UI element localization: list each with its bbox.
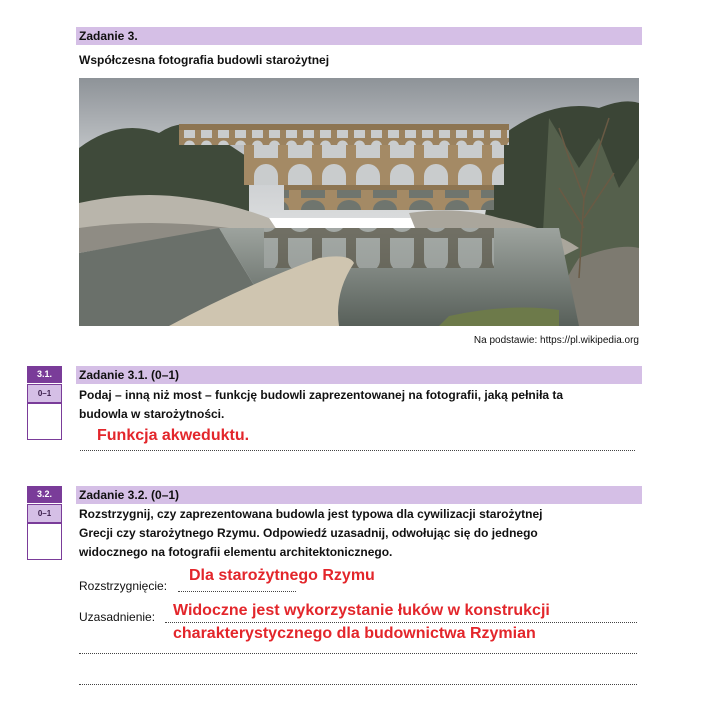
q2-score-box	[27, 523, 62, 560]
justification-answer-line2[interactable]: charakterystycznego dla budownictwa Rzymian	[173, 625, 536, 642]
q1-points-badge: 0–1	[27, 384, 62, 403]
q2-header: Zadanie 3.2. (0–1)	[76, 486, 642, 504]
q1-header: Zadanie 3.1. (0–1)	[76, 366, 642, 384]
q2-text-line3: widocznego na fotografii elementu architektonicznego.	[79, 545, 393, 559]
q1-answer-line	[80, 450, 635, 451]
aqueduct-photo-illustration	[79, 78, 639, 326]
q1-answer[interactable]: Funkcja akweduktu.	[97, 427, 250, 444]
decision-label: Rozstrzygnięcie:	[79, 579, 168, 593]
justification-line-2	[79, 653, 637, 654]
photo-source: Na podstawie: https://pl.wikipedia.org	[473, 335, 639, 346]
q2-text	[79, 505, 639, 562]
q2-points-badge: 0–1	[27, 504, 62, 523]
aqueduct-photo	[79, 78, 639, 326]
justification-answer-line1[interactable]: Widoczne jest wykorzystanie łuków w konstrukcji	[173, 602, 550, 619]
q2-text-line2: Grecji czy starożytnego Rzymu. Odpowiedź uzasadnij, odwołując się do jednego	[79, 526, 538, 540]
decision-line	[178, 591, 296, 592]
q1-text-line2: budowla w starożytności.	[79, 407, 225, 421]
decision-answer[interactable]: Dla starożytnego Rzymu	[189, 567, 375, 584]
q1-number-badge: 3.1.	[27, 366, 62, 383]
task-subtitle: Współczesna fotografia budowli starożytnej	[79, 53, 330, 67]
q1-score-box	[27, 403, 62, 440]
justification-label: Uzasadnienie:	[79, 610, 156, 624]
q1-text	[79, 386, 639, 424]
q1-text-line1: Podaj – inną niż most – funkcję budowli zaprezentowanej na fotografii, jaką pełniła ta	[79, 388, 564, 402]
justification-line-3	[79, 684, 637, 685]
task-header: Zadanie 3.	[76, 27, 642, 45]
q2-text-line1: Rozstrzygnij, czy zaprezentowana budowla jest typowa dla cywilizacji starożytnej	[79, 507, 543, 521]
q2-number-badge: 3.2.	[27, 486, 62, 503]
